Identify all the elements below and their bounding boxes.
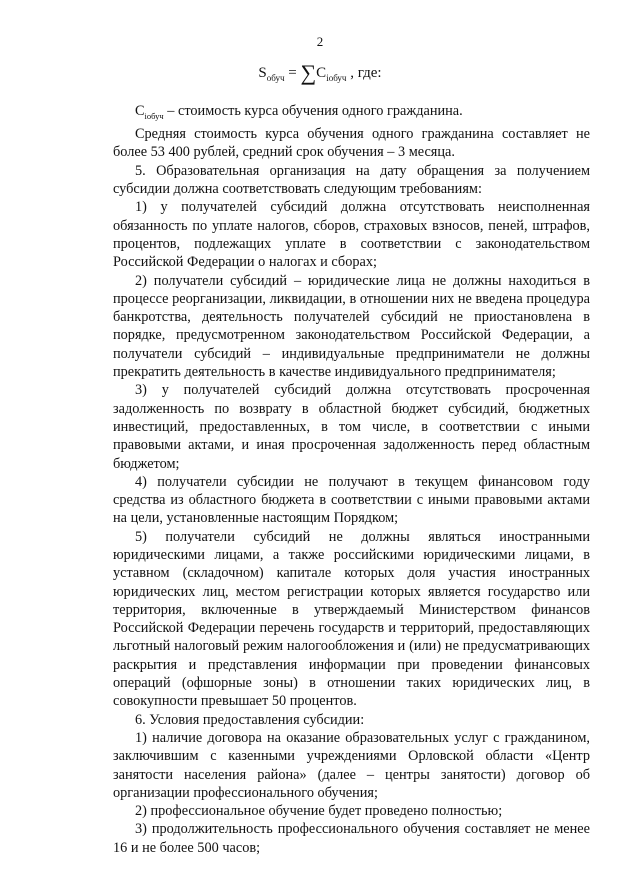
formula-equals: = (284, 65, 301, 81)
requirement-1: 1) у получателей субсидий должна отсутствовать неисполненная обязанность по уплате налогов, сборов, страховых взносов, пеней, штрафов, процентов, подлежащих уплате в соответствии с законодательством Российской Федерации о налогах и сборах; (113, 199, 590, 271)
cost-formula (0, 60, 640, 86)
page-number: 2 (316, 34, 324, 49)
condition-1: 1) наличие договора на оказание образовательных услуг с гражданином, заключившим с казенными учреждениями Орловской области «Центр занятости населения района» (далее – центры занятости) договор об организации профессионального обучения; (113, 729, 590, 801)
formula-left-symbol: S (258, 65, 267, 81)
definition-paragraph (113, 102, 590, 125)
formula-sigma: ∑ (300, 60, 317, 85)
definition-symbol: C (135, 103, 145, 119)
condition-2: 2) профессиональное обучение будет проведено полностью; (135, 803, 503, 820)
document-body (113, 102, 590, 857)
condition-3: 3) продолжительность профессионального обучения составляет не менее 16 и не более 500 часов; (113, 821, 590, 856)
definition-subscript: iобуч (144, 110, 164, 121)
formula-left-subscript: обуч (266, 73, 285, 83)
formula-term-subscript: iобуч (326, 73, 347, 83)
requirement-3: 3) у получателей субсидий должна отсутствовать просроченная задолженность по возврату в областной бюджет субсидий, бюджетных инвестиций, предоставленных, в том числе, в соответствии с иными правовыми актами, и иная просроченная задолженность перед областным бюджетом; (113, 382, 590, 472)
requirement-2: 2) получатели субсидий – юридические лица не должны находиться в процессе реорганизации, ликвидации, в отношении них не введена процедура банкротства, деятельность получателей субсидий не приостановлена в порядке, предусмотренном законодательством Российской Федерации, а получатели субсидий – индивидуальные предприниматели не должны прекратить деятельность в качестве индивидуального предпринимателя; (113, 272, 590, 381)
section-5-heading: 5. Образовательная организация на дату обращения за получением субсидии должна соответствовать следующим требованиям: (113, 162, 590, 198)
formula-suffix: , где: (346, 65, 382, 81)
formula-term-symbol: C (316, 65, 327, 81)
average-cost-paragraph: Средняя стоимость курса обучения одного гражданина составляет не более 53 400 рублей, средний срок обучения – 3 месяца. (113, 126, 590, 161)
requirement-5: 5) получатели субсидий не должны являться иностранными юридическими лицами, а также российскими юридическими лицами, в уставном (складочном) капитале которых доля участия иностранных юридических лиц, местом регистрации которых является государство или территория, включенные в утверждаемый Министерством финансов Российской Федерации перечень государств и территорий, предоставляющих льготный налоговый режим налогообложения и (или) не предусматривающих раскрытия и представления информации при проведении финансовых операций (офшорные зоны) в отношении таких юридических лиц, в совокупности превышает 50 процентов. (113, 528, 590, 710)
section-6-heading: 6. Условия предоставления субсидии: (135, 711, 365, 728)
requirement-4: 4) получатели субсидии не получают в текущем финансовом году средства из областного бюджета в соответствии с иными правовыми актами на цели, установленные настоящим Порядком; (113, 473, 590, 527)
definition-text: – стоимость курса обучения одного гражданина. (163, 103, 463, 119)
